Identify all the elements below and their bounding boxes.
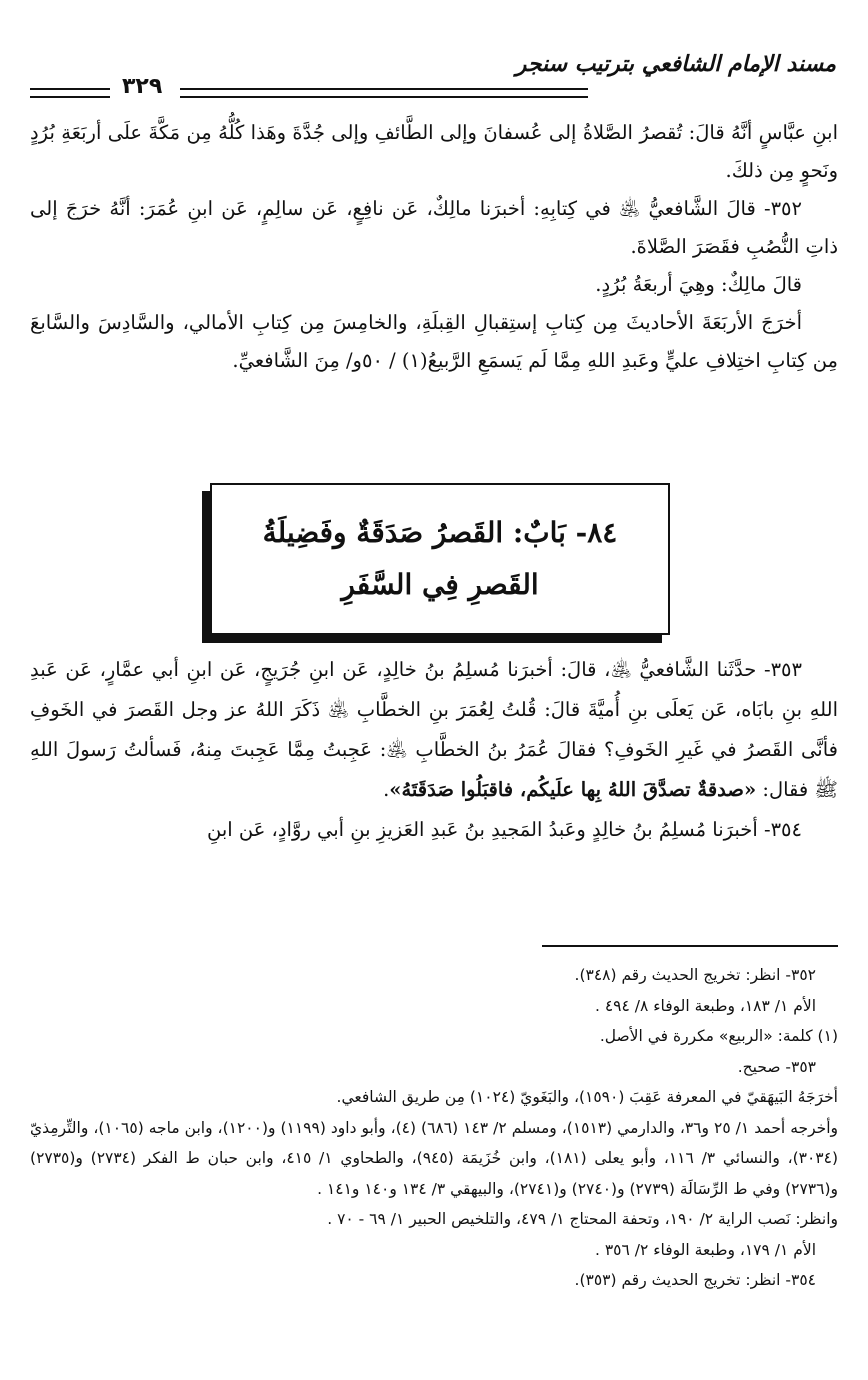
source-note: أخرَجَ الأربَعَةَ الأحاديثَ مِن كِتابِ إستِقبالِ القِبلَةِ، والخامِسَ مِن كِتابِ الأمالي، والسَّادِسَ والسَّابعَ مِن كِتابِ اختِلافِ عليٍّ وعَبدِ اللهِ مِمَّا لَم يَسمَعِ الرَّبيعُ(١) / ٥٠و/ مِنَ الشَّافعيِّ. bbox=[30, 311, 838, 372]
book-title: مسند الإمام الشافعي بترتيب سنجر bbox=[515, 52, 836, 77]
hadith-352: ٣٥٢- قالَ الشَّافعيُّ ﵁ في كِتابِهِ: أخبرَنا مالِكٌ، عَن نافِعٍ، عَن سالِمٍ، عَن ابنِ عُمَرَ: أنَّهُ خرَجَ إلى ذاتِ النُّصُبِ فقَصَرَ الصَّلاةَ. bbox=[30, 197, 838, 258]
page-number: ٣٢٩ bbox=[122, 74, 163, 99]
footnote-354: ٣٥٤- انظر: تخريج الحديث رقم (٣٥٣). bbox=[574, 1271, 816, 1289]
hadith-353-end: . bbox=[383, 778, 390, 801]
footnote-353-source: أخرَجَهُ البَيهَقيّ في المعرفة عَقِبَ (١٥٩٠)، والبَغَويّ (١٠٢٤) مِن طريق الشافعي. bbox=[336, 1088, 838, 1106]
main-text-bottom bbox=[30, 650, 838, 850]
chapter-heading-box bbox=[210, 483, 670, 635]
footnote-353-takhrij: وأخرجه أحمد ١/ ٢٥ و٣٦، والدارمي (١٥١٣)، ومسلم ٢/ ١٤٣ (٦٨٦) (٤)، وأبو داود (١١٩٩) و(١٢٠٠)، وابن ماجه (١٠٦٥)، والتِّرمِذيّ (٣٠٣٤)، والنسائي ٣/ ١١٦، وأبو يعلى (١٨١)، وابن خُزَيمَة (٩٤٥)، والطحاوي ١/ ٤١٥، وابن حبان ط الفكر (٢٧٣٤) و(٢٧٣٥) و(٢٧٣٦) وفي ط الرِّسَالَة (٢٧٣٩) و(٢٧٤٠) و(٢٧٤١)، والبيهقي ٣/ ١٣٤ و١٤٠ و١٤١ . bbox=[30, 1118, 839, 1198]
footnote-353-grade: ٣٥٣- صحيح. bbox=[737, 1057, 816, 1076]
running-header bbox=[30, 38, 838, 102]
main-text-top bbox=[30, 114, 838, 380]
footnote-352: ٣٥٢- انظر: تخريج الحديث رقم (٣٤٨). bbox=[574, 966, 816, 984]
hadith-354: ٣٥٤- أخبرَنا مُسلِمُ بنُ خالِدٍ وعَبدُ المَجيدِ بنُ عَبدِ العَزيزِ بنِ أبي روَّادٍ، عَن ابنِ bbox=[206, 818, 802, 841]
header-double-rule-short bbox=[30, 88, 110, 98]
hadith-353-text: ٣٥٣- حدَّثَنا الشَّافعيُّ ﵁، قالَ: أخبرَنا مُسلِمُ بنُ خالِدٍ، عَن ابنِ جُرَيجٍ، عَن ابنِ أبي عمَّارٍ، عَن عَبدِ اللهِ بنِ بابَاه، عَن يَعلَى بنِ أُميَّةَ قالَ: قُلتُ لِعُمَرَ بنِ الخطَّابِ ﵁ ذَكَرَ اللهُ عز وجل القَصرَ في الخَوفِ فأنَّى القَصرُ في غَيرِ الخَوفِ؟ فقالَ عُمَرُ بنُ الخطَّابِ ﵁: عَجِبتُ مِمَّا عَجِبتَ مِنهُ، فَسألتُ رَسولَ اللهِ ﷺ فقال: bbox=[30, 658, 838, 801]
header-double-rule bbox=[180, 88, 588, 98]
footnote-separator bbox=[542, 945, 838, 947]
book-page bbox=[30, 38, 838, 1358]
paragraph-ibn-abbas: ابنِ عبَّاسٍ أنَّهُ قالَ: تُقصرُ الصَّلاةُ إلى عُسفانَ وإلى الطَّائفِ وإلى جُدَّةَ وهَذا كُلُّهُ مِن مَكَّةَ علَى أربَعَةِ بُرُدٍ ونَحوٍ مِن ذلكَ. bbox=[30, 121, 838, 182]
footnote-353-umm: الأم ١/ ١٧٩، وطبعة الوفاء ٢/ ٣٥٦ . bbox=[595, 1240, 816, 1259]
prophetic-quote: «صدقةٌ تصدَّقَ اللهُ بِها علَيكُم، فاقبَلُوا صَدَقَتَهُ» bbox=[389, 778, 757, 801]
malik-comment: قالَ مالِكٌ: وهِيَ أربعَةُ بُرُدٍ. bbox=[595, 273, 802, 296]
footnote-352-umm: الأم ١/ ١٨٣، وطبعة الوفاء ٨/ ٤٩٤ . bbox=[595, 996, 816, 1015]
hadith-353 bbox=[30, 650, 838, 810]
footnote-353-see: وانظر: نَصب الراية ٢/ ١٩٠، وتحفة المحتاج ١/ ٤٧٩، والتلخيص الحبير ١/ ٦٩ - ٧٠ . bbox=[327, 1210, 838, 1228]
footnote-1: (١) كلمة: «الربيع» مكررة في الأصل. bbox=[599, 1027, 838, 1045]
footnotes bbox=[30, 960, 838, 1296]
chapter-title: ٨٤- بَابٌ: القَصرُ صَدَقَةٌ وفَضِيلَةُ القَصرِ فِي السَّفَرِ bbox=[262, 516, 618, 601]
